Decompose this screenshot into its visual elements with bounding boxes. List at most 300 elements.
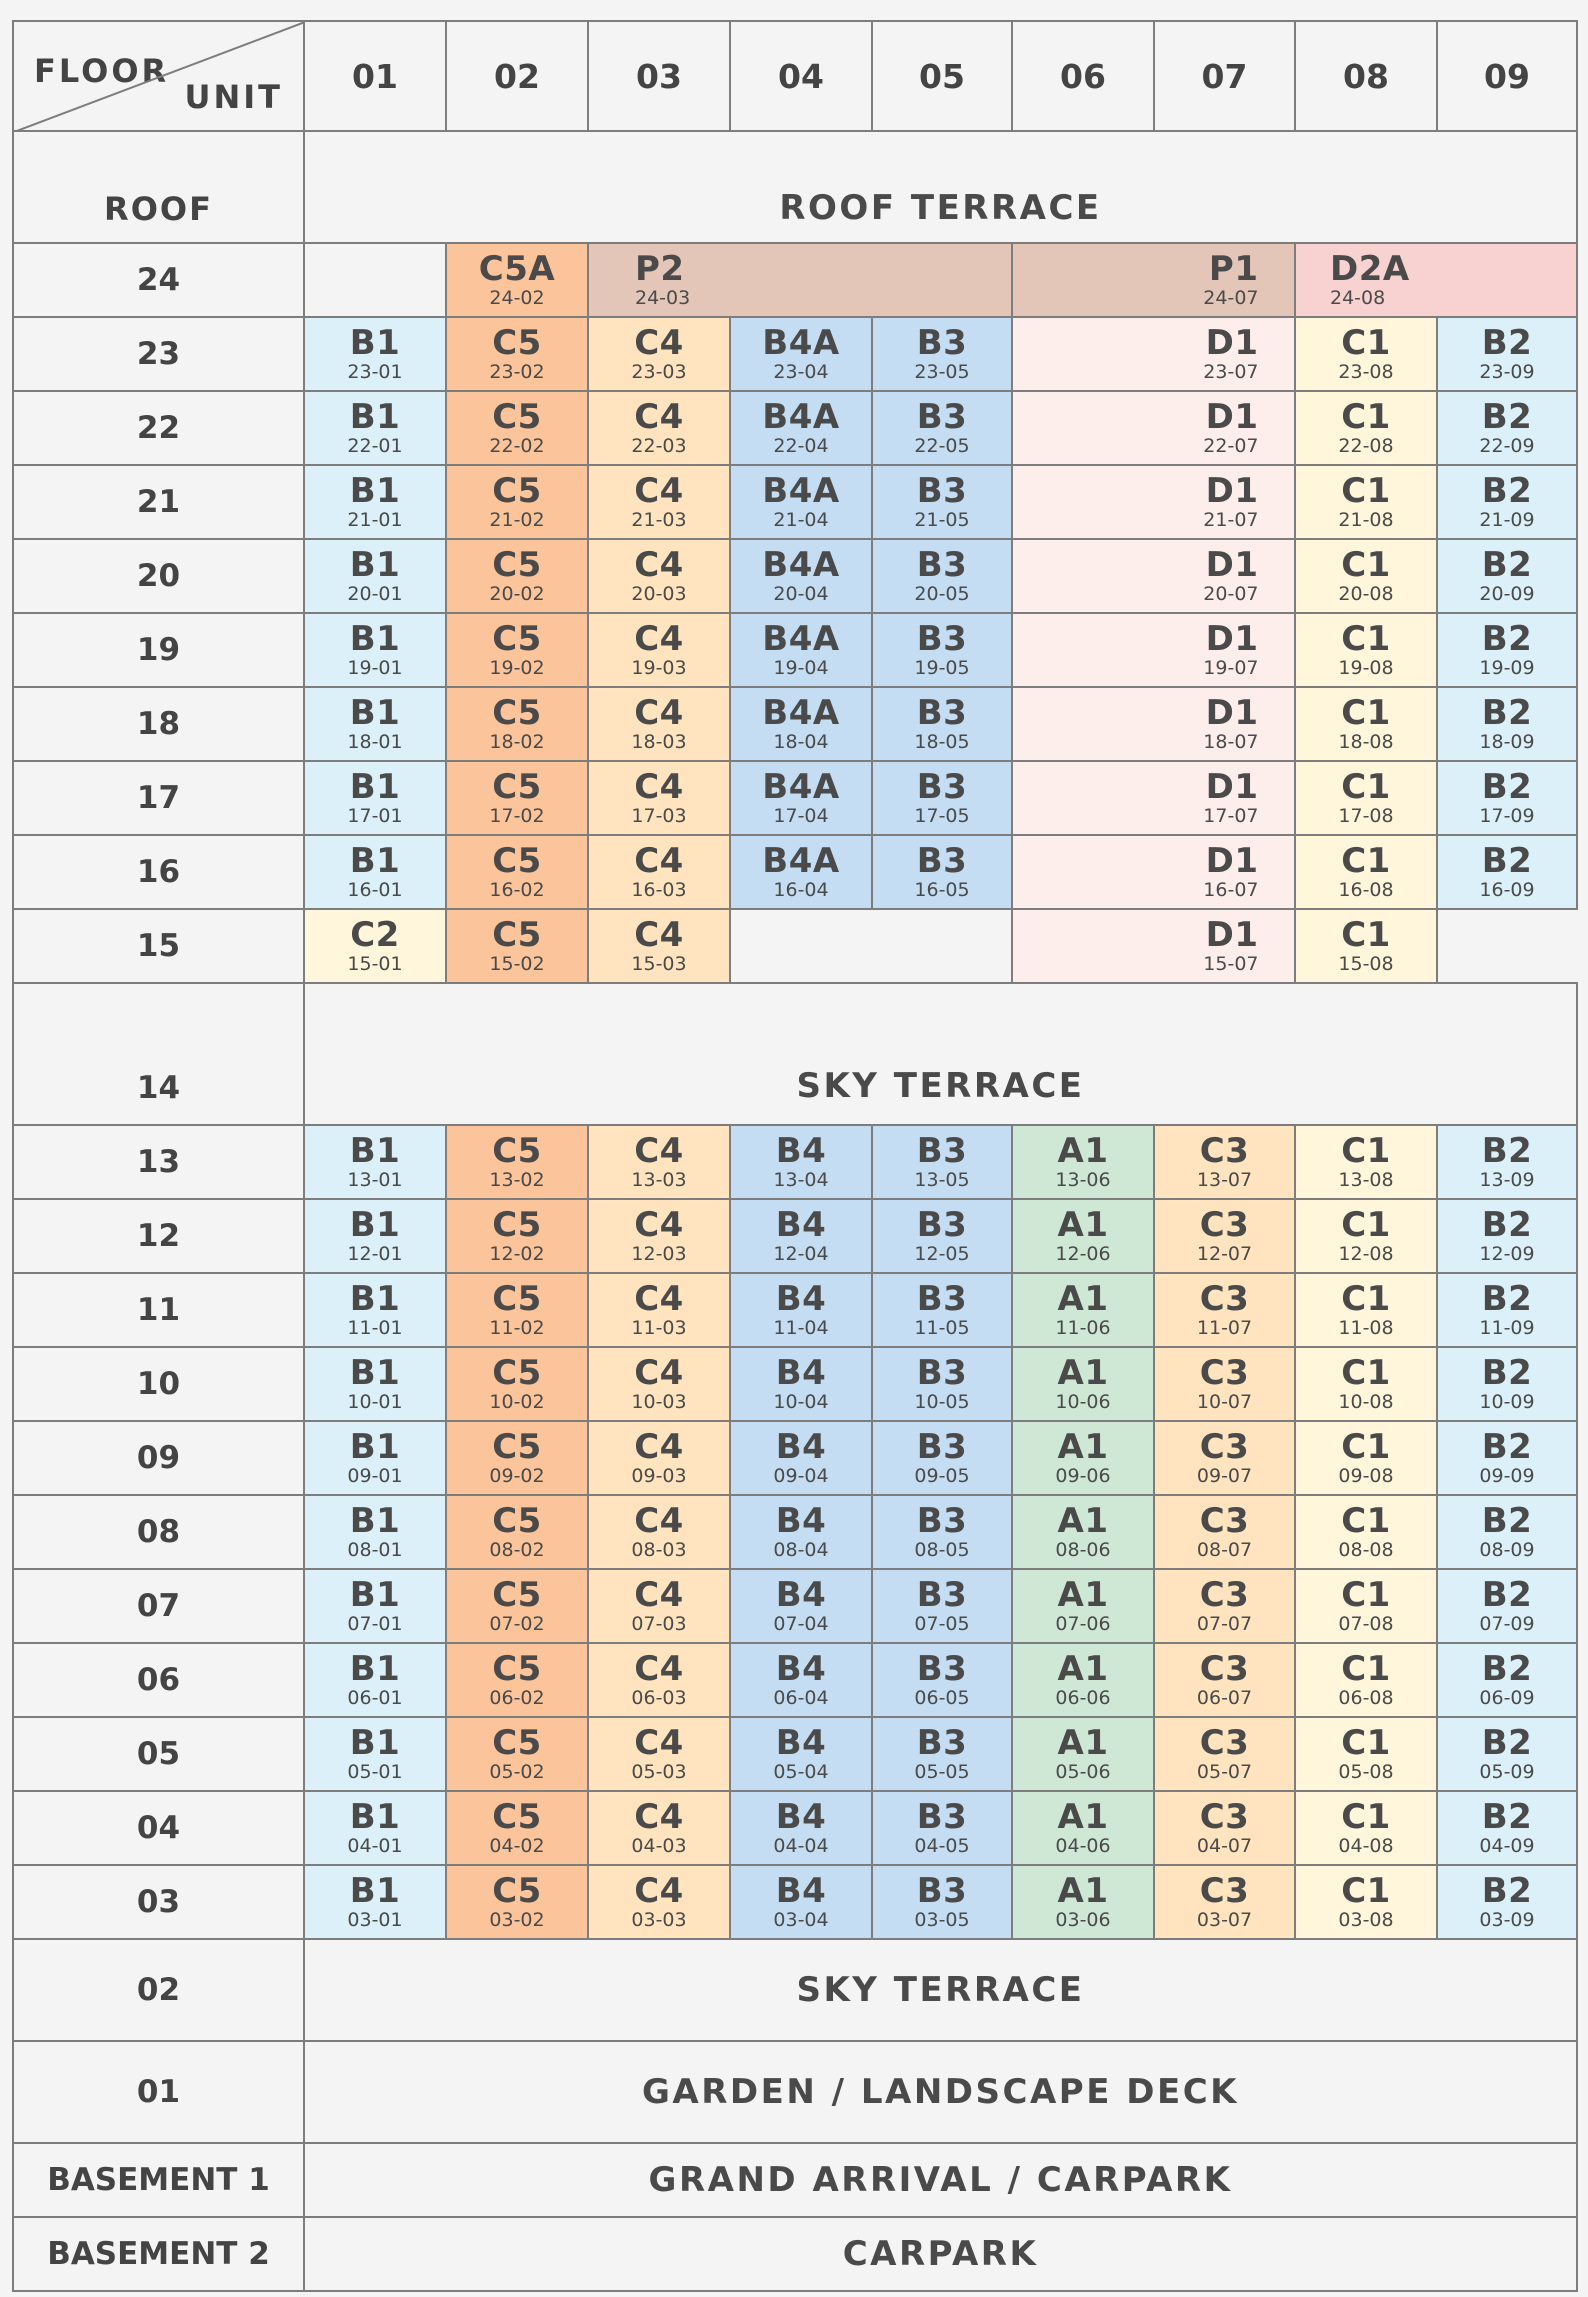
unit-cell[interactable] bbox=[1011, 390, 1296, 466]
unit-type-label: B4A bbox=[762, 470, 840, 511]
unit-cell[interactable] bbox=[1436, 464, 1578, 540]
floor-label-cell bbox=[12, 316, 305, 392]
unit-cell[interactable] bbox=[729, 316, 873, 392]
unit-type-label: C4 bbox=[634, 618, 684, 659]
unit-cell[interactable] bbox=[1294, 760, 1438, 836]
unit-cell[interactable] bbox=[1011, 1568, 1155, 1644]
unit-number-label: 22-09 bbox=[1479, 434, 1535, 457]
unit-cell[interactable] bbox=[303, 1790, 447, 1866]
unit-type-label: C1 bbox=[1341, 618, 1391, 659]
unit-type-label: B2 bbox=[1481, 322, 1533, 363]
unit-cell[interactable] bbox=[1294, 612, 1438, 688]
unit-cell[interactable] bbox=[587, 1420, 731, 1496]
unit-cell[interactable] bbox=[587, 760, 731, 836]
unit-cell[interactable] bbox=[1011, 760, 1296, 836]
unit-number-label: 09-04 bbox=[773, 1464, 829, 1487]
unit-cell[interactable] bbox=[587, 1716, 731, 1792]
unit-cell[interactable] bbox=[587, 1272, 731, 1348]
unit-cell[interactable] bbox=[445, 1494, 589, 1570]
unit-cell[interactable] bbox=[303, 1494, 447, 1570]
unit-cell[interactable] bbox=[871, 390, 1013, 466]
unit-cell[interactable] bbox=[587, 1864, 731, 1940]
unit-cell[interactable] bbox=[587, 1124, 731, 1200]
unit-number-label: 24-03 bbox=[635, 286, 691, 309]
unit-type-label: C4 bbox=[634, 1130, 684, 1171]
unit-cell[interactable] bbox=[445, 1568, 589, 1644]
unit-number-label: 16-09 bbox=[1479, 878, 1535, 901]
unit-cell[interactable] bbox=[1294, 390, 1438, 466]
unit-number-label: 23-08 bbox=[1338, 360, 1394, 383]
unit-cell[interactable] bbox=[303, 1124, 447, 1200]
unit-type-label: C5 bbox=[492, 1500, 542, 1541]
unit-cell[interactable] bbox=[871, 1864, 1013, 1940]
unit-cell[interactable] bbox=[303, 1716, 447, 1792]
unit-cell[interactable] bbox=[1436, 686, 1578, 762]
unit-number-label: 17-01 bbox=[347, 804, 403, 827]
unit-cell[interactable] bbox=[587, 1346, 731, 1422]
unit-cell[interactable] bbox=[729, 1346, 873, 1422]
unit-number-label: 13-05 bbox=[914, 1168, 970, 1191]
unit-cell[interactable] bbox=[1436, 1642, 1578, 1718]
unit-type-label: C4 bbox=[634, 1796, 684, 1837]
unit-cell[interactable] bbox=[445, 760, 589, 836]
unit-type-label: C4 bbox=[634, 840, 684, 881]
unit-number-label: 19-09 bbox=[1479, 656, 1535, 679]
unit-cell[interactable] bbox=[871, 612, 1013, 688]
unit-cell[interactable] bbox=[1011, 1864, 1155, 1940]
unit-type-label: B4 bbox=[775, 1278, 827, 1319]
unit-type-label: C3 bbox=[1199, 1870, 1250, 1911]
unit-number-label: 05-04 bbox=[773, 1760, 829, 1783]
unit-cell[interactable] bbox=[445, 612, 589, 688]
unit-cell[interactable] bbox=[1153, 1864, 1296, 1940]
unit-cell[interactable] bbox=[587, 316, 731, 392]
unit-cell[interactable] bbox=[587, 1494, 731, 1570]
unit-cell[interactable] bbox=[1436, 538, 1578, 614]
unit-number-label: 17-09 bbox=[1479, 804, 1535, 827]
unit-number-label: 08-05 bbox=[914, 1538, 970, 1561]
unit-cell[interactable] bbox=[587, 242, 1013, 318]
unit-number-label: 18-03 bbox=[631, 730, 687, 753]
unit-cell[interactable] bbox=[1153, 1568, 1296, 1644]
unit-cell[interactable] bbox=[1011, 1272, 1155, 1348]
unit-cell[interactable] bbox=[445, 1716, 589, 1792]
unit-cell[interactable] bbox=[1294, 1494, 1438, 1570]
unit-cell[interactable] bbox=[1011, 834, 1296, 910]
unit-number-label: 19-02 bbox=[489, 656, 545, 679]
unit-cell[interactable] bbox=[1011, 464, 1296, 540]
unit-cell[interactable] bbox=[1436, 390, 1578, 466]
unit-cell[interactable] bbox=[303, 908, 447, 984]
unit-number-label: 03-06 bbox=[1055, 1908, 1111, 1931]
unit-cell[interactable] bbox=[1436, 612, 1578, 688]
unit-type-label: C4 bbox=[634, 692, 684, 733]
unit-number-label: 07-03 bbox=[631, 1612, 687, 1635]
unit-cell[interactable] bbox=[871, 686, 1013, 762]
unit-cell[interactable] bbox=[445, 1198, 589, 1274]
floor-label: 01 bbox=[136, 2074, 181, 2110]
unit-cell[interactable] bbox=[729, 1568, 873, 1644]
unit-cell[interactable] bbox=[1011, 242, 1296, 318]
unit-cell[interactable] bbox=[587, 538, 731, 614]
unit-cell[interactable] bbox=[1011, 1124, 1155, 1200]
unit-cell[interactable] bbox=[729, 1272, 873, 1348]
unit-cell[interactable] bbox=[729, 1642, 873, 1718]
unit-cell[interactable] bbox=[1294, 1716, 1438, 1792]
unit-cell[interactable] bbox=[303, 538, 447, 614]
unit-cell[interactable] bbox=[729, 612, 873, 688]
unit-type-label: C5 bbox=[492, 914, 542, 955]
unit-cell[interactable] bbox=[1153, 1642, 1296, 1718]
unit-cell[interactable] bbox=[1294, 686, 1438, 762]
unit-type-label: B1 bbox=[349, 840, 401, 881]
unit-cell[interactable] bbox=[729, 1494, 873, 1570]
unit-cell[interactable] bbox=[1294, 1642, 1438, 1718]
unit-cell[interactable] bbox=[1436, 316, 1578, 392]
unit-number-label: 09-09 bbox=[1479, 1464, 1535, 1487]
unit-number-label: 18-07 bbox=[1203, 730, 1259, 753]
unit-type-label: C1 bbox=[1341, 322, 1391, 363]
corner-diagonal-line bbox=[14, 22, 305, 132]
unit-number-label: 18-04 bbox=[773, 730, 829, 753]
unit-cell[interactable] bbox=[1294, 1272, 1438, 1348]
unit-type-label: C4 bbox=[634, 322, 684, 363]
unit-cell[interactable] bbox=[1294, 1864, 1438, 1940]
unit-cell[interactable] bbox=[1011, 612, 1296, 688]
unit-cell[interactable] bbox=[445, 316, 589, 392]
unit-number-label: 04-07 bbox=[1196, 1834, 1253, 1857]
unit-cell[interactable] bbox=[1153, 1198, 1296, 1274]
unit-cell[interactable] bbox=[1294, 834, 1438, 910]
unit-type-label: C5 bbox=[492, 1796, 542, 1837]
unit-cell[interactable] bbox=[1436, 760, 1578, 836]
unit-type-label: B1 bbox=[349, 766, 401, 807]
unit-type-label: C4 bbox=[634, 396, 684, 437]
unit-number-label: 07-06 bbox=[1055, 1612, 1111, 1635]
unit-number-label: 05-09 bbox=[1479, 1760, 1535, 1783]
unit-type-label: A1 bbox=[1057, 1130, 1109, 1171]
unit-cell[interactable] bbox=[445, 1272, 589, 1348]
unit-type-label: A1 bbox=[1057, 1648, 1109, 1689]
unit-type-label: B3 bbox=[916, 1130, 968, 1171]
unit-cell[interactable] bbox=[303, 1198, 447, 1274]
unit-type-label: B3 bbox=[916, 840, 968, 881]
unit-cell[interactable] bbox=[1294, 1420, 1438, 1496]
unit-cell[interactable] bbox=[303, 612, 447, 688]
unit-type-label: P2 bbox=[635, 248, 685, 289]
unit-cell[interactable] bbox=[587, 1642, 731, 1718]
unit-number-label: 04-08 bbox=[1338, 1834, 1394, 1857]
floor-label: 15 bbox=[136, 928, 181, 964]
unit-cell[interactable] bbox=[1436, 1272, 1578, 1348]
unit-column-header bbox=[871, 20, 1013, 132]
unit-number-label: 11-08 bbox=[1338, 1316, 1394, 1339]
amenity-band bbox=[303, 1938, 1578, 2042]
unit-cell[interactable] bbox=[1436, 1716, 1578, 1792]
unit-number-label: 16-08 bbox=[1338, 878, 1394, 901]
unit-cell[interactable] bbox=[1436, 1790, 1578, 1866]
unit-cell[interactable] bbox=[445, 908, 589, 984]
unit-cell[interactable] bbox=[303, 316, 447, 392]
unit-cell[interactable] bbox=[1294, 1568, 1438, 1644]
unit-cell[interactable] bbox=[1153, 1494, 1296, 1570]
unit-cell[interactable] bbox=[1153, 1272, 1296, 1348]
unit-cell[interactable] bbox=[1153, 1716, 1296, 1792]
unit-cell[interactable] bbox=[1436, 1864, 1578, 1940]
floor-label: 20 bbox=[136, 558, 181, 594]
unit-number-label: 11-06 bbox=[1055, 1316, 1111, 1339]
unit-cell[interactable] bbox=[871, 464, 1013, 540]
unit-cell[interactable] bbox=[1011, 316, 1296, 392]
unit-cell[interactable] bbox=[1011, 1420, 1155, 1496]
unit-cell[interactable] bbox=[445, 464, 589, 540]
unit-cell[interactable] bbox=[871, 1790, 1013, 1866]
unit-type-label: C3 bbox=[1199, 1352, 1250, 1393]
unit-type-label: B4 bbox=[775, 1796, 827, 1837]
unit-type-label: B3 bbox=[916, 1574, 968, 1615]
unit-cell[interactable] bbox=[1294, 538, 1438, 614]
unit-type-label: D1 bbox=[1205, 914, 1259, 955]
unit-number-label: 05-07 bbox=[1196, 1760, 1253, 1783]
unit-cell[interactable] bbox=[303, 1864, 447, 1940]
unit-number-label: 07-05 bbox=[914, 1612, 970, 1635]
unit-cell[interactable] bbox=[303, 1568, 447, 1644]
unit-cell[interactable] bbox=[1294, 1198, 1438, 1274]
unit-number-label: 21-01 bbox=[347, 508, 403, 531]
unit-type-label: B2 bbox=[1481, 1648, 1533, 1689]
unit-number-label: 22-02 bbox=[489, 434, 545, 457]
unit-number-label: 12-09 bbox=[1479, 1242, 1535, 1265]
unit-column-header bbox=[729, 20, 873, 132]
unit-number-label: 21-09 bbox=[1479, 508, 1535, 531]
unit-cell[interactable] bbox=[303, 1346, 447, 1422]
unit-cell[interactable] bbox=[445, 686, 589, 762]
unit-cell[interactable] bbox=[729, 834, 873, 910]
unit-cell[interactable] bbox=[445, 1420, 589, 1496]
unit-number-label: 23-02 bbox=[489, 360, 545, 383]
unit-cell[interactable] bbox=[587, 686, 731, 762]
unit-type-label: B2 bbox=[1481, 1130, 1533, 1171]
unit-cell[interactable] bbox=[1436, 1420, 1578, 1496]
unit-cell[interactable] bbox=[303, 686, 447, 762]
unit-cell[interactable] bbox=[1011, 1198, 1155, 1274]
floor-label: 02 bbox=[136, 1972, 181, 2008]
unit-cell[interactable] bbox=[1011, 686, 1296, 762]
unit-cell[interactable] bbox=[1153, 1790, 1296, 1866]
unit-number-label: 23-07 bbox=[1203, 360, 1259, 383]
unit-number-label: 08-03 bbox=[631, 1538, 687, 1561]
unit-cell[interactable] bbox=[587, 908, 731, 984]
unit-cell[interactable] bbox=[587, 1568, 731, 1644]
unit-cell[interactable] bbox=[303, 1420, 447, 1496]
unit-number-label: 12-08 bbox=[1338, 1242, 1394, 1265]
unit-type-label: A1 bbox=[1057, 1796, 1109, 1837]
unit-number-label: 05-03 bbox=[631, 1760, 687, 1783]
unit-type-label: C1 bbox=[1341, 1130, 1391, 1171]
floor-label-cell bbox=[12, 1420, 305, 1496]
unit-cell[interactable] bbox=[729, 1124, 873, 1200]
unit-number-label: 13-04 bbox=[773, 1168, 829, 1191]
unit-cell[interactable] bbox=[1294, 1346, 1438, 1422]
unit-type-label: B4 bbox=[775, 1870, 827, 1911]
unit-cell[interactable] bbox=[729, 1864, 873, 1940]
unit-type-label: B1 bbox=[349, 544, 401, 585]
unit-cell[interactable] bbox=[1011, 1642, 1155, 1718]
unit-cell[interactable] bbox=[1294, 464, 1438, 540]
unit-cell[interactable] bbox=[303, 760, 447, 836]
unit-cell[interactable] bbox=[1153, 1124, 1296, 1200]
unit-cell[interactable] bbox=[445, 1346, 589, 1422]
unit-number-label: 04-09 bbox=[1479, 1834, 1535, 1857]
unit-number-label: 16-02 bbox=[489, 878, 545, 901]
unit-number-label: 05-02 bbox=[489, 1760, 545, 1783]
unit-cell[interactable] bbox=[1011, 538, 1296, 614]
unit-cell[interactable] bbox=[1011, 1494, 1155, 1570]
unit-type-label: C3 bbox=[1199, 1204, 1250, 1245]
unit-cell[interactable] bbox=[729, 464, 873, 540]
unit-cell[interactable] bbox=[871, 760, 1013, 836]
unit-type-label: B1 bbox=[349, 618, 401, 659]
unit-cell[interactable] bbox=[587, 464, 731, 540]
unit-cell[interactable] bbox=[729, 390, 873, 466]
unit-cell[interactable] bbox=[871, 1716, 1013, 1792]
unit-cell[interactable] bbox=[871, 1568, 1013, 1644]
unit-cell[interactable] bbox=[1294, 1790, 1438, 1866]
unit-number-label: 12-06 bbox=[1055, 1242, 1111, 1265]
unit-cell[interactable] bbox=[587, 1790, 731, 1866]
unit-cell[interactable] bbox=[729, 760, 873, 836]
unit-cell[interactable] bbox=[729, 538, 873, 614]
unit-cell[interactable] bbox=[871, 316, 1013, 392]
unit-number-label: 05-05 bbox=[914, 1760, 970, 1783]
unit-cell[interactable] bbox=[871, 1420, 1013, 1496]
unit-cell[interactable] bbox=[445, 1790, 589, 1866]
unit-cell[interactable] bbox=[303, 390, 447, 466]
unit-cell[interactable] bbox=[871, 1642, 1013, 1718]
unit-number-label: 03-05 bbox=[914, 1908, 970, 1931]
unit-number-label: 10-05 bbox=[914, 1390, 970, 1413]
unit-cell[interactable] bbox=[871, 1272, 1013, 1348]
unit-number-label: 19-04 bbox=[773, 656, 829, 679]
unit-type-label: B3 bbox=[916, 1796, 968, 1837]
unit-cell[interactable] bbox=[1436, 1346, 1578, 1422]
unit-cell[interactable] bbox=[303, 1272, 447, 1348]
unit-cell[interactable] bbox=[303, 1642, 447, 1718]
unit-cell[interactable] bbox=[1294, 242, 1578, 318]
unit-cell[interactable] bbox=[445, 1124, 589, 1200]
unit-number-label: 04-04 bbox=[773, 1834, 829, 1857]
unit-cell[interactable] bbox=[445, 834, 589, 910]
unit-number-label: 15-07 bbox=[1203, 952, 1259, 975]
unit-number-label: 20-04 bbox=[773, 582, 829, 605]
unit-cell[interactable] bbox=[1011, 1716, 1155, 1792]
unit-cell[interactable] bbox=[1011, 1790, 1155, 1866]
unit-cell[interactable] bbox=[1153, 1346, 1296, 1422]
unit-cell[interactable] bbox=[445, 1642, 589, 1718]
unit-number-label: 20-05 bbox=[914, 582, 970, 605]
unit-number-label: 10-01 bbox=[347, 1390, 403, 1413]
unit-number-label: 21-04 bbox=[773, 508, 829, 531]
unit-cell[interactable] bbox=[587, 390, 731, 466]
unit-cell[interactable] bbox=[445, 242, 589, 318]
unit-cell[interactable] bbox=[1011, 1346, 1155, 1422]
unit-number-label: 08-04 bbox=[773, 1538, 829, 1561]
unit-number-label: 06-09 bbox=[1479, 1686, 1535, 1709]
unit-cell[interactable] bbox=[1294, 908, 1438, 984]
unit-column-label: 03 bbox=[636, 56, 682, 96]
unit-type-label: A1 bbox=[1057, 1204, 1109, 1245]
unit-cell[interactable] bbox=[729, 1420, 873, 1496]
unit-number-label: 21-07 bbox=[1203, 508, 1259, 531]
unit-type-label: B1 bbox=[349, 692, 401, 733]
unit-type-label: B3 bbox=[916, 692, 968, 733]
unit-cell[interactable] bbox=[303, 834, 447, 910]
unit-cell[interactable] bbox=[1436, 1124, 1578, 1200]
unit-cell[interactable] bbox=[303, 464, 447, 540]
unit-cell[interactable] bbox=[1153, 1420, 1296, 1496]
unit-cell[interactable] bbox=[1294, 316, 1438, 392]
unit-number-label: 10-04 bbox=[773, 1390, 829, 1413]
unit-cell[interactable] bbox=[587, 834, 731, 910]
unit-number-label: 04-02 bbox=[489, 1834, 545, 1857]
unit-type-label: C4 bbox=[634, 766, 684, 807]
unit-type-label: B3 bbox=[916, 1352, 968, 1393]
unit-type-label: D1 bbox=[1205, 840, 1259, 881]
unit-type-label: B4 bbox=[775, 1722, 827, 1763]
unit-number-label: 19-05 bbox=[914, 656, 970, 679]
unit-cell[interactable] bbox=[445, 538, 589, 614]
unit-type-label: B4A bbox=[762, 322, 840, 363]
unit-number-label: 10-03 bbox=[631, 1390, 687, 1413]
unit-cell[interactable] bbox=[871, 1494, 1013, 1570]
unit-cell[interactable] bbox=[729, 1716, 873, 1792]
unit-type-label: C5 bbox=[492, 618, 542, 659]
floor-label-cell bbox=[12, 2040, 305, 2144]
unit-number-label: 17-04 bbox=[773, 804, 829, 827]
unit-cell[interactable] bbox=[729, 1790, 873, 1866]
unit-axis-label: UNIT bbox=[184, 78, 283, 116]
unit-cell[interactable] bbox=[729, 686, 873, 762]
unit-number-label: 16-05 bbox=[914, 878, 970, 901]
amenity-band-label: CARPARK bbox=[842, 2234, 1039, 2274]
unit-cell[interactable] bbox=[871, 1124, 1013, 1200]
unit-number-label: 22-03 bbox=[631, 434, 687, 457]
unit-cell[interactable] bbox=[1294, 1124, 1438, 1200]
unit-cell[interactable] bbox=[1436, 1494, 1578, 1570]
unit-number-label: 06-02 bbox=[489, 1686, 545, 1709]
unit-cell[interactable] bbox=[587, 1198, 731, 1274]
floor-label: 14 bbox=[136, 1070, 181, 1106]
unit-cell[interactable] bbox=[445, 390, 589, 466]
unit-cell[interactable] bbox=[871, 1198, 1013, 1274]
unit-number-label: 23-09 bbox=[1479, 360, 1535, 383]
unit-cell[interactable] bbox=[587, 612, 731, 688]
unit-number-label: 21-02 bbox=[489, 508, 545, 531]
unit-cell[interactable] bbox=[1436, 1568, 1578, 1644]
floor-label-cell bbox=[12, 1198, 305, 1274]
unit-cell[interactable] bbox=[871, 538, 1013, 614]
unit-cell[interactable] bbox=[445, 1864, 589, 1940]
unit-cell[interactable] bbox=[1011, 908, 1296, 984]
floor-label: BASEMENT 1 bbox=[47, 2162, 270, 2198]
unit-number-label: 15-01 bbox=[347, 952, 403, 975]
unit-number-label: 24-08 bbox=[1330, 286, 1386, 309]
unit-cell[interactable] bbox=[1436, 834, 1578, 910]
unit-cell[interactable] bbox=[1436, 1198, 1578, 1274]
unit-cell[interactable] bbox=[871, 1346, 1013, 1422]
unit-cell[interactable] bbox=[729, 1198, 873, 1274]
unit-cell[interactable] bbox=[871, 834, 1013, 910]
